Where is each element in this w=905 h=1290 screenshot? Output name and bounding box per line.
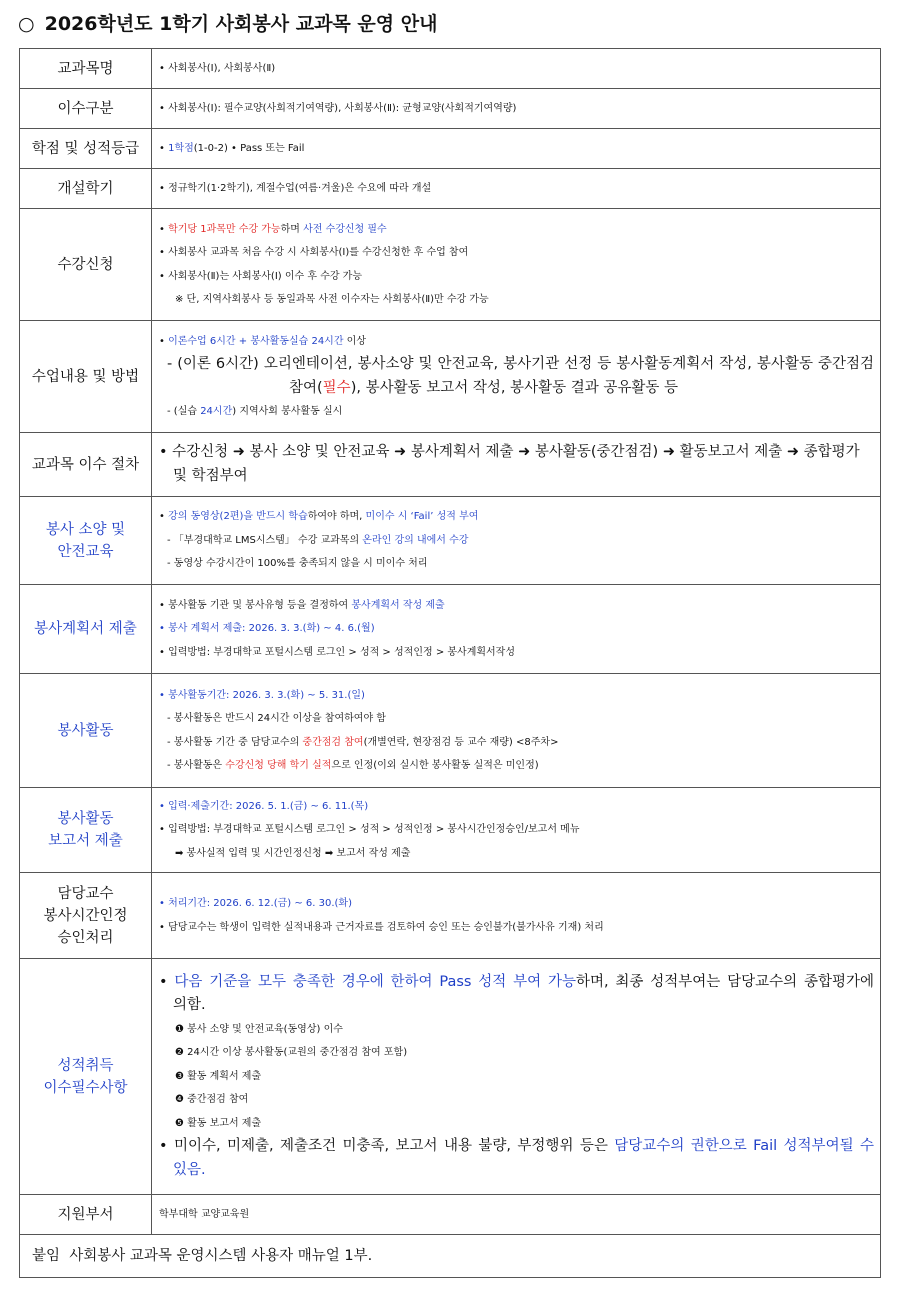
enroll-line-2: • 사회봉사 교과목 처음 수강 시 사회봉사(Ⅰ)를 수강신청한 후 수업 참여 bbox=[159, 247, 469, 258]
enroll-line-1: • 학기당 1과목만 수강 가능하며 사전 수강신청 필수 bbox=[159, 223, 387, 235]
row-plan bbox=[20, 585, 881, 674]
subject-line: • 사회봉사(Ⅰ), 사회봉사(Ⅱ) bbox=[159, 62, 276, 74]
requirement-item: ❷ 24시간 이상 봉사활동(교원의 중간점검 참여 포함) bbox=[175, 1047, 408, 1059]
label-requirements: 성적취득 이수필수사항 bbox=[20, 959, 152, 1195]
semester-line: • 정규학기(1·2학기), 계절수업(여름·겨울)은 수요에 따라 개설 bbox=[159, 182, 432, 194]
label-dept: 지원부서 bbox=[20, 1195, 152, 1235]
dept-line: 학부대학 교양교육원 bbox=[159, 1208, 250, 1220]
title-text: 2026학년도 1학기 사회봉사 교과목 운영 안내 bbox=[44, 13, 438, 35]
credit-line: • 1학점(1-0-2) • Pass 또는 Fail bbox=[159, 142, 305, 154]
training-line-2: - 「부경대학교 LMS시스템」 수강 교과목의 온라인 강의 내에서 수강 bbox=[167, 534, 469, 546]
row-semester bbox=[20, 169, 881, 209]
requirements-line-2: • 미이수, 미제출, 제출조건 미충족, 보고서 내용 불량, 부정행위 등은 담당교수의 권한으로 Fail 성적부여될 수 있음. bbox=[159, 1138, 874, 1178]
activity-line-3: - 봉사활동 기간 중 담당교수의 중간점검 참여(개별연락, 현장점검 등 교수 재량) <8주차> bbox=[167, 736, 559, 748]
approval-line-2: • 담당교수는 학생이 입력한 실적내용과 근거자료를 검토하여 승인 또는 승인불가(불가사유 기재) 처리 bbox=[159, 921, 604, 933]
requirement-item: ❺ 활동 보고서 제출 bbox=[175, 1117, 262, 1129]
label-activity: 봉사활동 bbox=[20, 674, 152, 788]
requirement-item: ❸ 활동 계획서 제출 bbox=[175, 1070, 262, 1082]
row-procedure bbox=[20, 433, 881, 497]
training-line-3: - 동영상 수강시간이 100%를 충족되지 않을 시 미이수 처리 bbox=[167, 558, 428, 570]
label-subject: 교과목명 bbox=[20, 49, 152, 89]
requirement-item: ❹ 중간점검 참여 bbox=[175, 1094, 249, 1106]
row-footer bbox=[20, 1235, 881, 1278]
page-title bbox=[18, 8, 437, 40]
row-activity bbox=[20, 674, 881, 788]
credit-highlight: 1학점 bbox=[168, 142, 194, 154]
content-line-2: - (이론 6시간) 오리엔테이션, 봉사소양 및 안전교육, 봉사기관 선정 등 봉사활동계획서 작성, 봉사활동 중간점검 참여(필수), 봉사활동 보고서 작성, 봉사활동 결과 공유활동 등 bbox=[167, 356, 874, 396]
enroll-note: ※ 단, 지역사회봉사 등 동일과목 사전 이수자는 사회봉사(Ⅱ)만 수강 가능 bbox=[175, 294, 489, 305]
report-line-3: ➡ 봉사실적 입력 및 시간인정신청 ➡ 보고서 작성 제출 bbox=[175, 847, 411, 859]
label-enroll: 수강신청 bbox=[20, 209, 152, 321]
plan-line-2: • 봉사 계획서 제출: 2026. 3. 3.(화) ~ 4. 6.(월) bbox=[159, 623, 375, 635]
row-report bbox=[20, 788, 881, 873]
plan-line-3: • 입력방법: 부경대학교 포털시스템 로그인 > 성적 > 성적인정 > 봉사계획서작성 bbox=[159, 646, 515, 658]
attachment-note: 붙임 사회봉사 교과목 운영시스템 사용자 매뉴얼 1부. bbox=[20, 1235, 881, 1278]
info-table bbox=[19, 48, 881, 1278]
requirements-line-1: • 다음 기준을 모두 충족한 경우에 한하여 Pass 성적 부여 가능하며, 최종 성적부여는 담당교수의 종합평가에 의함. bbox=[159, 973, 874, 1014]
label-content: 수업내용 및 방법 bbox=[20, 321, 152, 433]
row-dept bbox=[20, 1195, 881, 1235]
label-plan: 봉사계획서 제출 bbox=[20, 585, 152, 674]
label-semester: 개설학기 bbox=[20, 169, 152, 209]
row-enroll bbox=[20, 209, 881, 321]
row-credit bbox=[20, 129, 881, 169]
row-training bbox=[20, 497, 881, 585]
label-report: 봉사활동 보고서 제출 bbox=[20, 788, 152, 873]
requirement-item: ❶ 봉사 소양 및 안전교육(동영상) 이수 bbox=[175, 1023, 343, 1035]
plan-line-1: • 봉사활동 기관 및 봉사유형 등을 결정하여 봉사계획서 작성 제출 bbox=[159, 599, 445, 611]
row-category bbox=[20, 89, 881, 129]
row-approval bbox=[20, 873, 881, 959]
label-procedure: 교과목 이수 절차 bbox=[20, 433, 152, 497]
enroll-line-3: • 사회봉사(Ⅱ)는 사회봉사(Ⅰ) 이수 후 수강 가능 bbox=[159, 270, 363, 282]
row-requirements bbox=[20, 959, 881, 1195]
activity-line-4: - 봉사활동은 수강신청 당해 학기 실적으로 인정(이외 실시한 봉사활동 실적은 미인정) bbox=[167, 760, 539, 771]
report-line-2: • 입력방법: 부경대학교 포털시스템 로그인 > 성적 > 성적인정 > 봉사시간인정승인/보고서 메뉴 bbox=[159, 824, 580, 836]
row-content bbox=[20, 321, 881, 433]
label-category: 이수구분 bbox=[20, 89, 152, 129]
training-line-1: • 강의 동영상(2편)을 반드시 학습하여야 하며, 미이수 시 ‘Fail’ 성적 부여 bbox=[159, 511, 479, 523]
label-training: 봉사 소양 및 안전교육 bbox=[20, 497, 152, 585]
category-line: • 사회봉사(Ⅰ): 필수교양(사회적기여역량), 사회봉사(Ⅱ): 균형교양(사회적기여역량) bbox=[159, 102, 517, 114]
label-credit: 학점 및 성적등급 bbox=[20, 129, 152, 169]
approval-line-1: • 처리기간: 2026. 6. 12.(금) ~ 6. 30.(화) bbox=[159, 898, 352, 909]
activity-line-1: • 봉사활동기간: 2026. 3. 3.(화) ~ 5. 31.(일) bbox=[159, 689, 365, 701]
circle-bullet-icon: ○ bbox=[18, 13, 35, 35]
activity-line-2: - 봉사활동은 반드시 24시간 이상을 참여하여야 함 bbox=[167, 713, 386, 724]
procedure-line: • 수강신청 ➜ 봉사 소양 및 안전교육 ➜ 봉사계획서 제출 ➜ 봉사활동(중간점검) ➜ 활동보고서 제출 ➜ 종합평가 및 학점부여 bbox=[159, 444, 860, 484]
label-approval: 담당교수 봉사시간인정 승인처리 bbox=[20, 873, 152, 959]
report-line-1: • 입력·제출기간: 2026. 5. 1.(금) ~ 6. 11.(목) bbox=[159, 800, 369, 812]
row-subject bbox=[20, 49, 881, 89]
content-line-3: - (실습 24시간) 지역사회 봉사활동 실시 bbox=[167, 406, 343, 417]
content-line-1: • 이론수업 6시간 + 봉사활동실습 24시간 이상 bbox=[159, 335, 366, 347]
